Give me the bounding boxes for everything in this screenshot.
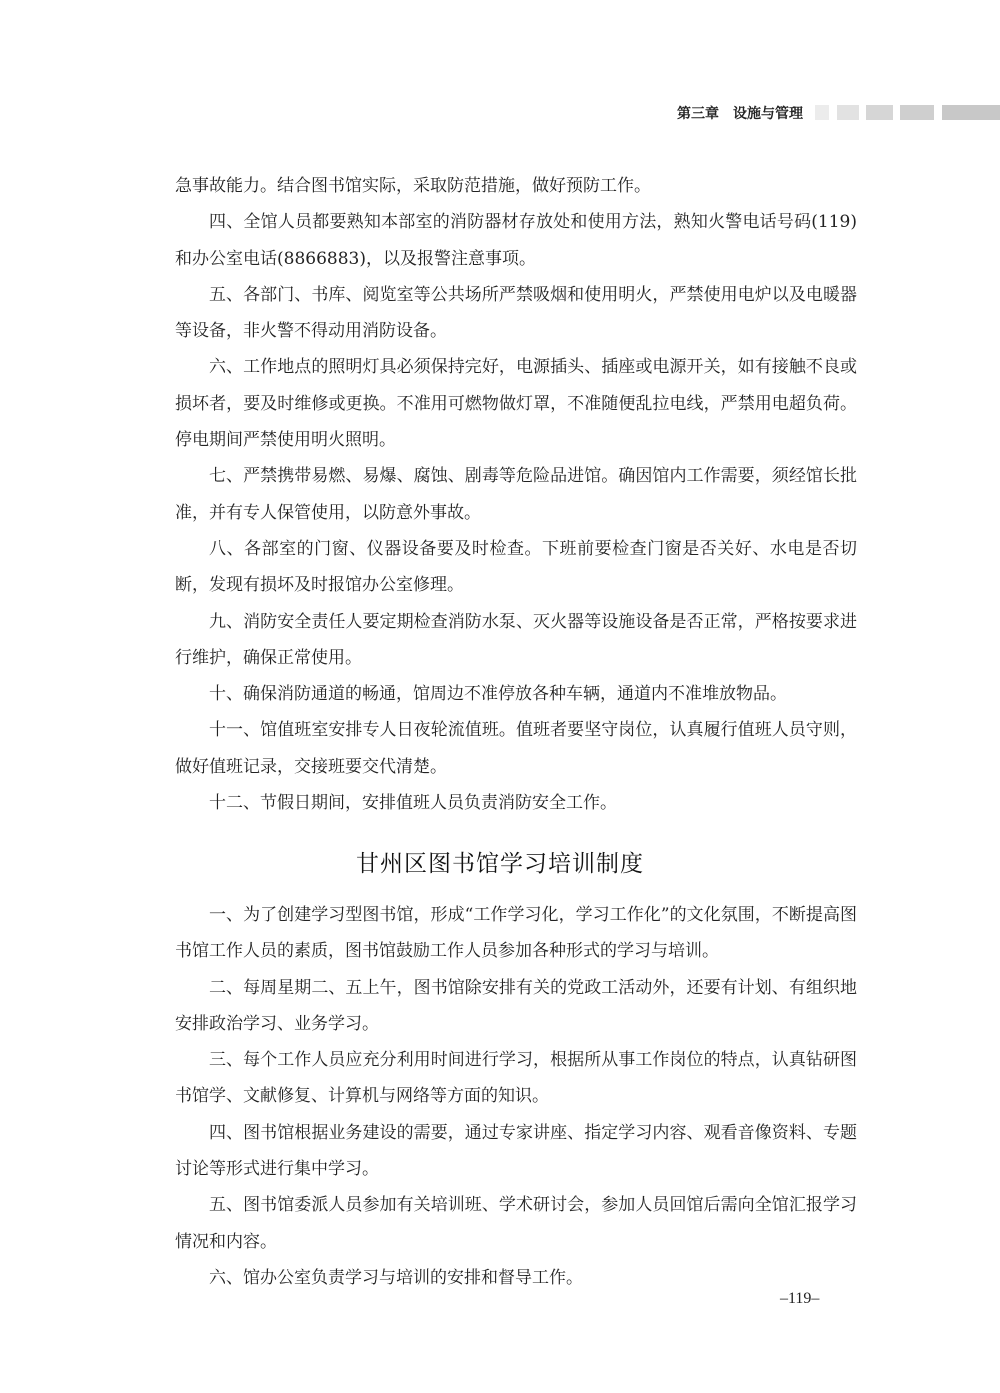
- header-decor-bar: [942, 105, 1000, 120]
- paragraph: 五、图书馆委派人员参加有关培训班、学术研讨会，参加人员回馆后需向全馆汇报学习情况和内容。: [175, 1195, 857, 1252]
- paragraph: 五、各部门、书库、阅览室等公共场所严禁吸烟和使用明火，严禁使用电炉以及电暖器等设备，非火警不得动用消防设备。: [175, 284, 857, 342]
- paragraph: 三、每个工作人员应充分利用时间进行学习，根据所从事工作岗位的特点，认真钻研图书馆学、文献修复、计算机与网络等方面的知识。: [175, 1050, 857, 1107]
- running-header: [0, 100, 1000, 126]
- paragraph: 六、工作地点的照明灯具必须保持完好，电源插头、插座或电源开关，如有接触不良或损坏者，要及时维修或更换。不准用可燃物做灯罩，不准随便乱拉电线，严禁用电超负荷。停电期间严禁使用明火照明。: [175, 357, 857, 451]
- paragraph: 一、为了创建学习型图书馆，形成“工作学习化，学习工作化”的文化氛围，不断提高图书馆工作人员的素质，图书馆鼓励工作人员参加各种形式的学习与培训。: [175, 905, 857, 962]
- paragraph: 急事故能力。结合图书馆实际，采取防范措施，做好预防工作。: [175, 176, 651, 196]
- paragraph: 二、每周星期二、五上午，图书馆除安排有关的党政工活动外，还要有计划、有组织地安排政治学习、业务学习。: [175, 977, 857, 1034]
- paragraph: 八、各部室的门窗、仪器设备要及时检查。下班前要检查门窗是否关好、水电是否切断，发现有损坏及时报馆办公室修理。: [175, 538, 857, 596]
- paragraph: 十、确保消防通道的畅通，馆周边不准停放各种车辆，通道内不准堆放物品。: [209, 684, 787, 705]
- paragraph: 十一、馆值班室安排专人日夜轮流值班。值班者要坚守岗位，认真履行值班人员守则，做好值班记录，交接班要交代清楚。: [175, 720, 857, 777]
- page-number: –119–: [780, 1290, 820, 1307]
- header-decor-bar: [837, 105, 859, 120]
- paragraph: 四、图书馆根据业务建设的需要，通过专家讲座、指定学习内容、观看音像资料、专题讨论等形式进行集中学习。: [175, 1122, 857, 1180]
- training-rules-body: [175, 897, 857, 1296]
- paragraph: 九、消防安全责任人要定期检查消防水泵、灭火器等设施设备是否正常，严格按要求进行维护，确保正常使用。: [175, 611, 857, 668]
- paragraph: 六、馆办公室负责学习与培训的安排和督导工作。: [209, 1267, 583, 1288]
- chapter-title: 第三章 设施与管理: [677, 106, 803, 122]
- header-decor-bar: [866, 105, 893, 120]
- header-decor-bar: [815, 105, 829, 120]
- paragraph: 四、全馆人员都要熟知本部室的消防器材存放处和使用方法，熟知火警电话号码(119)和办公室电话(8866883)，以及报警注意事项。: [175, 212, 857, 269]
- header-decor-bar: [900, 105, 934, 120]
- fire-safety-rules-body: [175, 168, 857, 821]
- paragraph: 七、严禁携带易燃、易爆、腐蚀、剧毒等危险品进馆。确因馆内工作需要，须经馆长批准，并有专人保管使用，以防意外事故。: [175, 466, 857, 523]
- section-heading: 甘州区图书馆学习培训制度: [356, 851, 644, 877]
- paragraph: 十二、节假日期间，安排值班人员负责消防安全工作。: [209, 793, 617, 814]
